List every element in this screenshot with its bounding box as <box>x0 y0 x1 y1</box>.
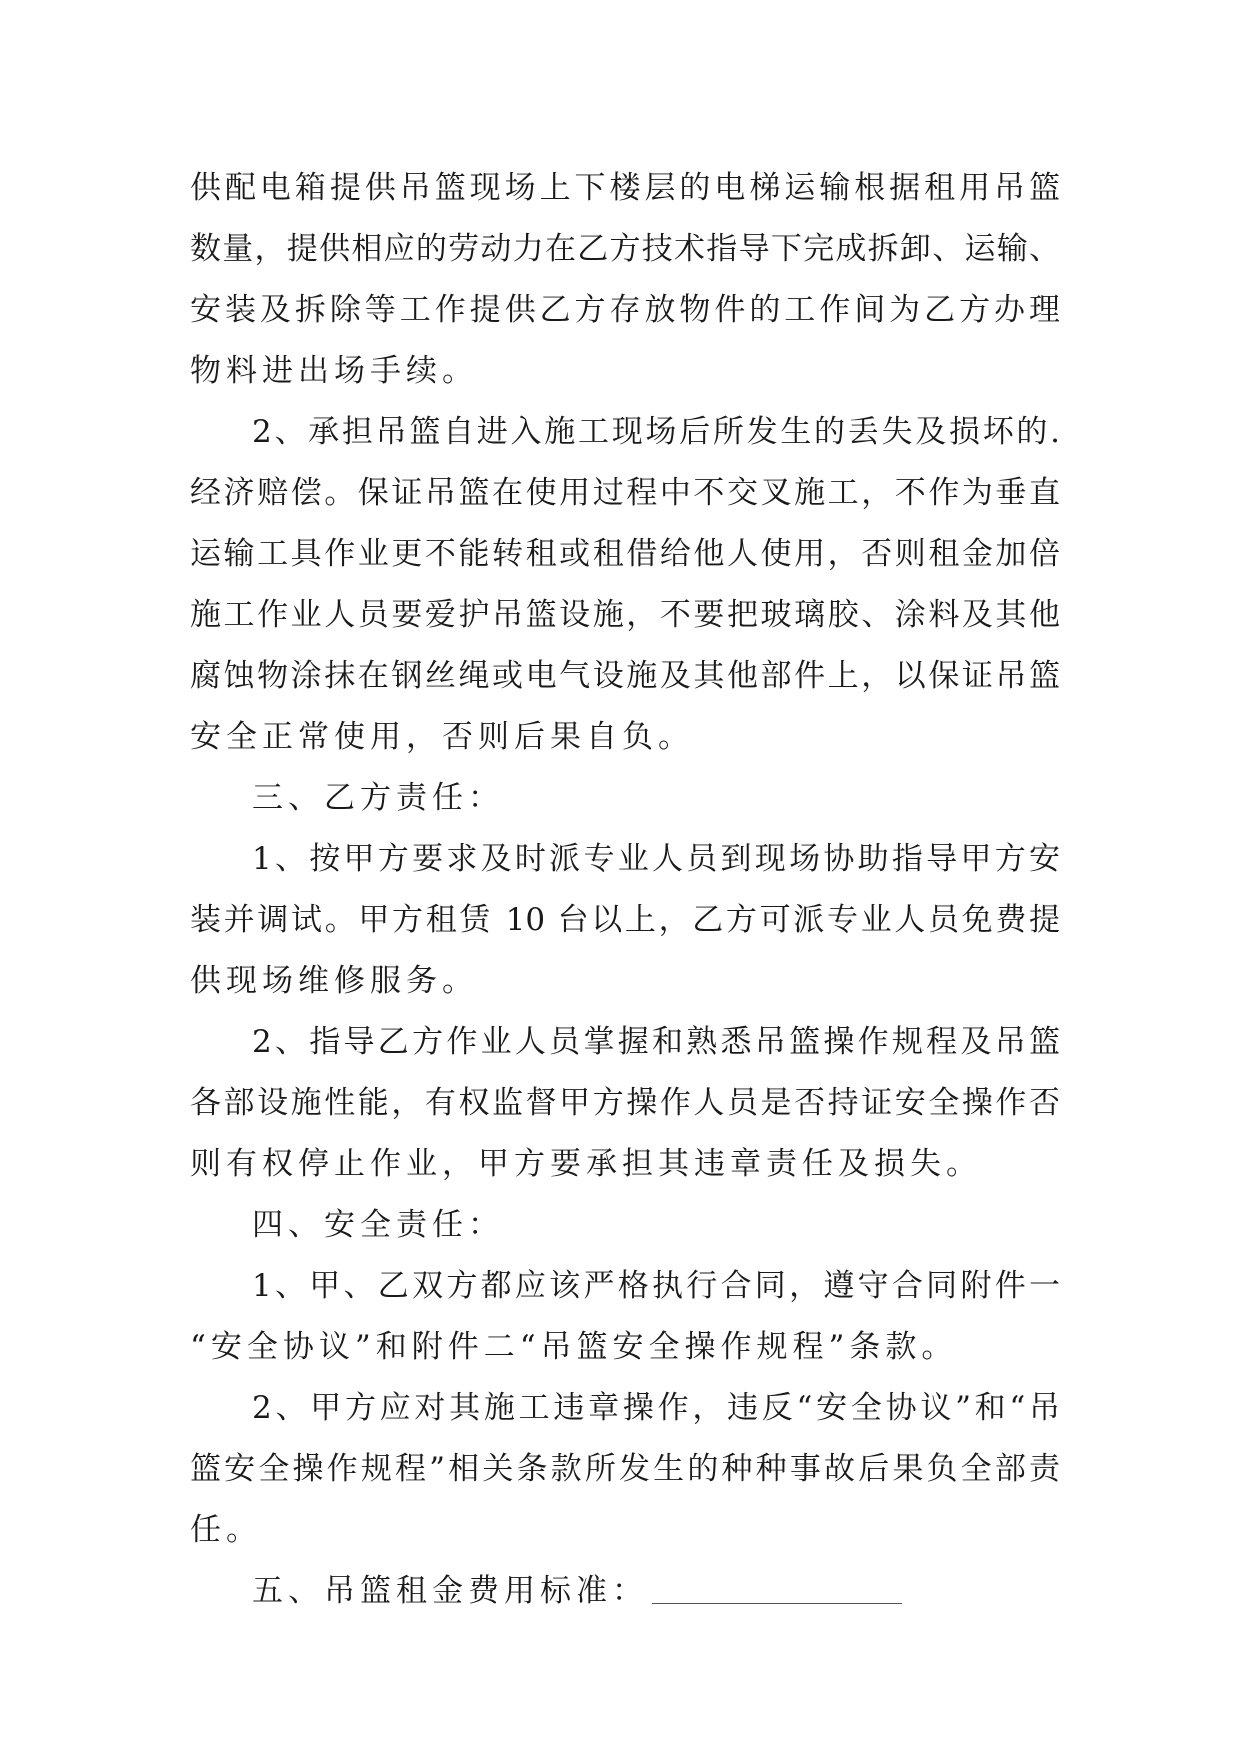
section-heading-5 <box>190 1561 1060 1622</box>
text-line: 供现场维修服务。 <box>190 963 478 999</box>
section-heading-4: 四、安全责任： <box>252 1207 504 1243</box>
section-heading-3: 三、乙方责任： <box>252 780 504 816</box>
text-line: 装并调试。甲方租赁 10 台以上，乙方可派专业人员免费提 <box>190 902 1060 938</box>
text-line: 1、按甲方要求及时派专业人员到现场协助指导甲方安 <box>252 841 1060 877</box>
text-line: 施工作业人员要爱护吊篮设施，不要把玻璃胶、涂料及其他 <box>190 597 1060 633</box>
text-line: 供配电箱提供吊篮现场上下楼层的电梯运输根据租用吊篮 <box>190 170 1060 206</box>
text-line: 安装及拆除等工作提供乙方存放物件的工作间为乙方办理 <box>190 292 1060 328</box>
document-body <box>190 158 1060 1622</box>
text-line: 2、甲方应对其施工违章操作，违反“安全协议”和“吊 <box>252 1390 1060 1426</box>
text-line: 则有权停止作业，甲方要承担其违章责任及损失。 <box>190 1146 982 1182</box>
section-heading-5-label: 五、吊篮租金费用标准： <box>252 1573 648 1609</box>
text-line: 2、指导乙方作业人员掌握和熟悉吊篮操作规程及吊篮 <box>252 1024 1060 1060</box>
text-line: 篮安全操作规程”相关条款所发生的种种事故后果负全部责 <box>190 1451 1060 1487</box>
text-line: 各部设施性能，有权监督甲方操作人员是否持证安全操作否 <box>190 1085 1060 1121</box>
text-line: 物料进出场手续。 <box>190 353 478 389</box>
text-line: 数量，提供相应的劳动力在乙方技术指导下完成拆卸、运输、 <box>190 231 1060 267</box>
text-line: 安全正常使用，否则后果自负。 <box>190 719 694 755</box>
text-line: 经济赔偿。保证吊篮在使用过程中不交叉施工，不作为垂直 <box>190 475 1060 511</box>
text-line: 腐蚀物涂抹在钢丝绳或电气设施及其他部件上，以保证吊篮 <box>190 658 1060 694</box>
text-line: 运输工具作业更不能转租或租借给他人使用，否则租金加倍 <box>190 536 1060 572</box>
text-line: 1、甲、乙双方都应该严格执行合同，遵守合同附件一 <box>252 1268 1060 1304</box>
fill-in-blank <box>652 1602 902 1604</box>
text-line: 任。 <box>190 1512 262 1548</box>
text-line: “安全协议”和附件二“吊篮安全操作规程”条款。 <box>190 1329 958 1365</box>
text-line: 2、承担吊篮自进入施工现场后所发生的丢失及损坏的. <box>252 414 1060 450</box>
